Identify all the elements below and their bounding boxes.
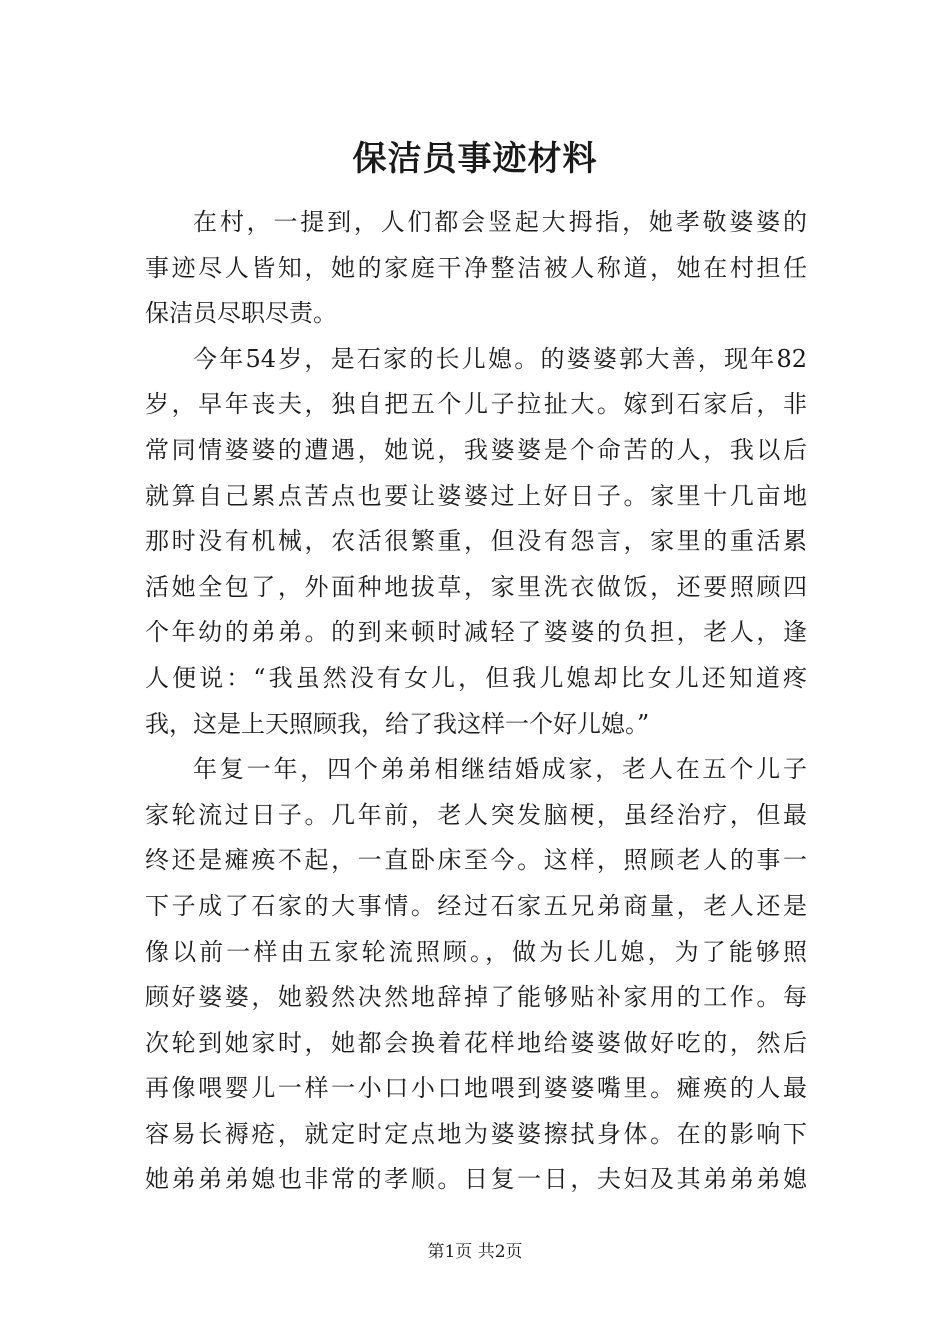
text-line: 像以前一样由五家轮流照顾。，做为长儿媳，为了能够照 bbox=[145, 937, 807, 966]
text-line: 个年幼的弟弟。的到来顿时减轻了婆婆的负担，老人，逢 bbox=[145, 618, 807, 647]
text-line: 人便说：“我虽然没有女儿，但我儿媳却比女儿还知道疼 bbox=[145, 663, 807, 692]
text-line: 就算自己累点苦点也要让婆婆过上好日子。家里十几亩地 bbox=[145, 481, 807, 510]
text-line: 我，这是上天照顾我，给了我这样一个好儿媳。” bbox=[145, 709, 650, 738]
text-line: 容易长褥疮，就定时定点地为婆婆擦拭身体。在的影响下 bbox=[145, 1119, 807, 1148]
text-line: 下子成了石家的大事情。经过石家五兄弟商量，老人还是 bbox=[145, 891, 807, 920]
text-line: 在村，一提到，人们都会竖起大拇指，她孝敬婆婆的 bbox=[193, 208, 807, 236]
text-line: 岁，早年丧夫，独自把五个儿子拉扯大。嫁到石家后，非 bbox=[145, 390, 807, 419]
document-body bbox=[145, 200, 807, 1203]
text-line: 年复一年，四个弟弟相继结婚成家，老人在五个儿子 bbox=[193, 755, 807, 784]
text-line: 今年54岁，是石家的长儿媳。的婆婆郭大善，现年82 bbox=[193, 344, 807, 373]
text-line: 活她全包了，外面种地拔草，家里洗衣做饭，还要照顾四 bbox=[145, 572, 807, 601]
text-line: 那时没有机械，农活很繁重，但没有怨言，家里的重活累 bbox=[145, 527, 807, 556]
text-line: 顾好婆婆，她毅然决然地辞掉了能够贴补家用的工作。每 bbox=[145, 983, 807, 1012]
text-line: 再像喂婴儿一样一小口小口地喂到婆婆嘴里。瘫痪的人最 bbox=[145, 1074, 807, 1103]
text-line: 保洁员尽职尽责。 bbox=[145, 299, 337, 328]
page-number-footer: 第1页 共2页 bbox=[427, 1242, 523, 1262]
document-title: 保洁员事迹材料 bbox=[352, 139, 598, 179]
text-line: 家轮流过日子。几年前，老人突发脑梗，虽经治疗，但最 bbox=[145, 800, 807, 829]
text-line: 她弟弟弟媳也非常的孝顺。日复一日，夫妇及其弟弟弟媳 bbox=[145, 1165, 807, 1194]
text-line: 事迹尽人皆知，她的家庭干净整洁被人称道，她在村担任 bbox=[145, 253, 807, 282]
text-line: 次轮到她家时，她都会换着花样地给婆婆做好吃的，然后 bbox=[145, 1028, 807, 1057]
text-line: 终还是瘫痪不起，一直卧床至今。这样，照顾老人的事一 bbox=[145, 846, 807, 875]
text-line: 常同情婆婆的遭遇，她说，我婆婆是个命苦的人，我以后 bbox=[145, 435, 807, 464]
